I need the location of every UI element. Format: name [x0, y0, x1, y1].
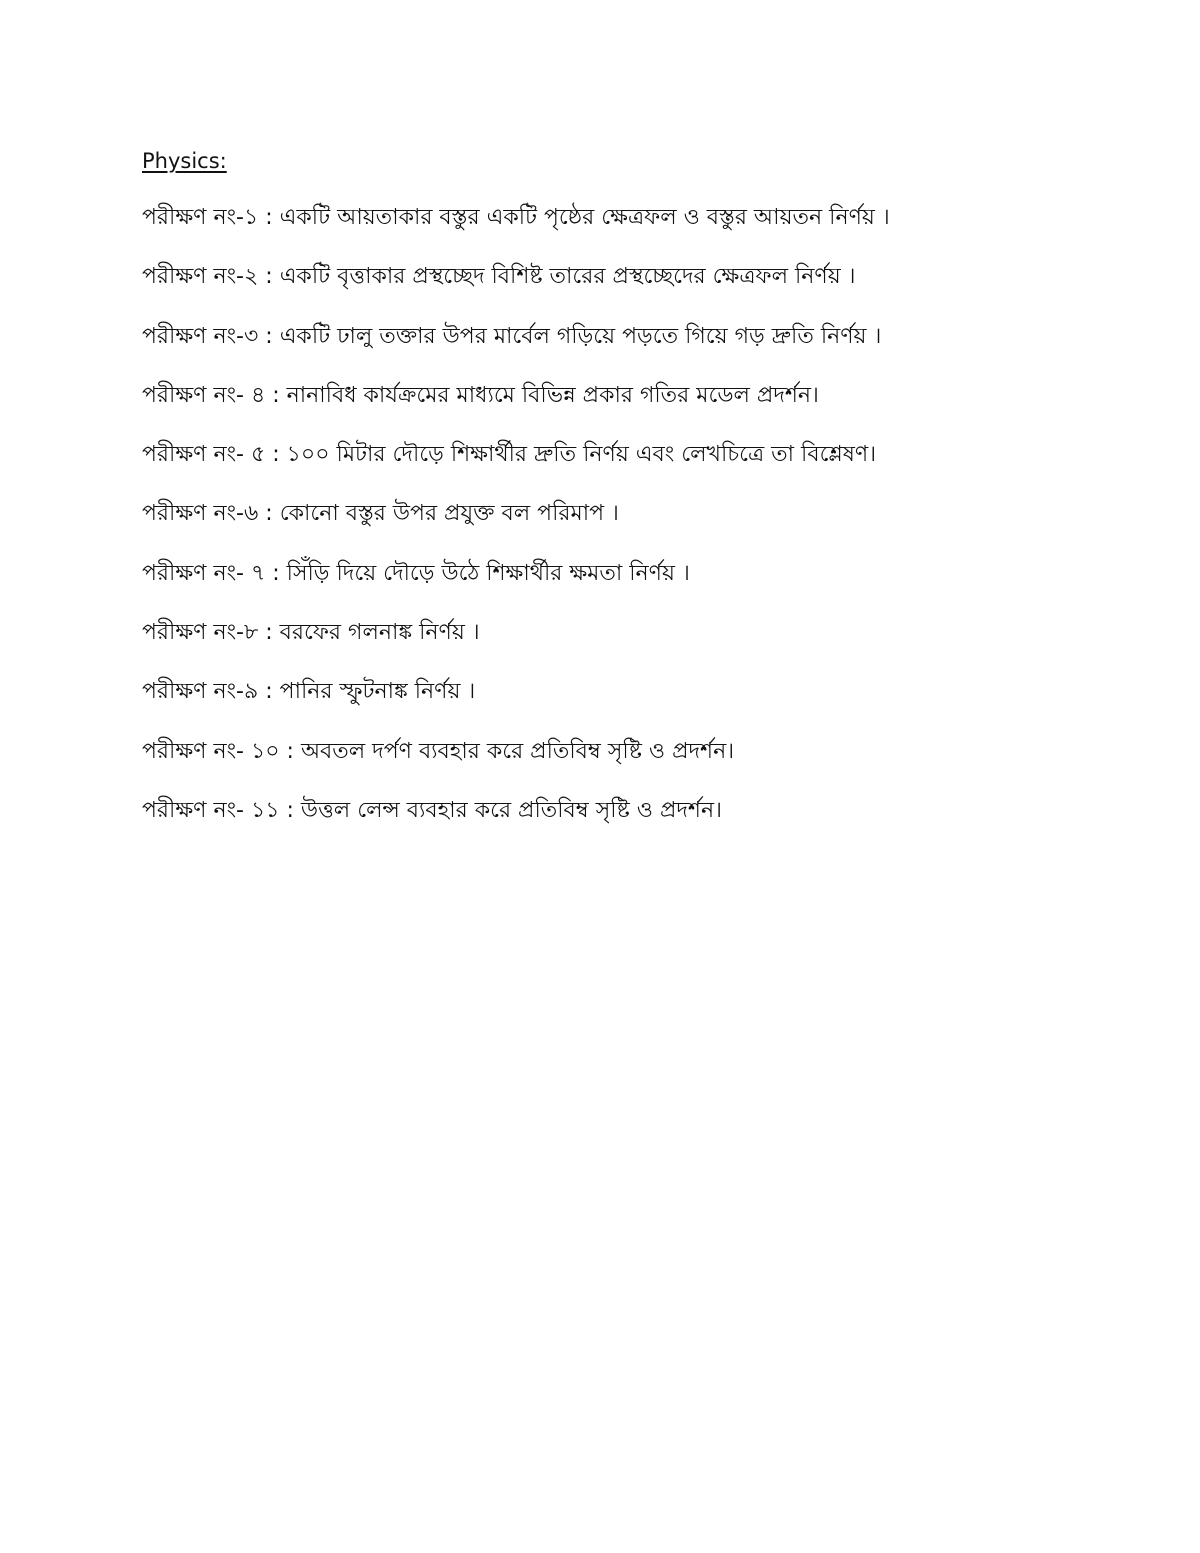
experiment-item: পরীক্ষণ নং- ৪ : নানাবিধ কার্যক্রমের মাধ্যমে বিভিন্ন প্রকার গতির মডেল প্রদর্শন। [142, 382, 819, 408]
experiment-list [142, 200, 1142, 852]
section-heading: Physics: [142, 149, 227, 173]
experiment-item: পরীক্ষণ নং-৬ : কোনো বস্তুর উপর প্রযুক্ত বল পরিমাপ । [142, 501, 619, 527]
experiment-item: পরীক্ষণ নং- ৫ : ১০০ মিটার দৌড়ে শিক্ষার্থীর দ্রুতি নির্ণয় এবং লেখচিত্রে তা বিশ্লেষণ। [142, 442, 877, 468]
experiment-item: পরীক্ষণ নং- ৭ : সিঁড়ি দিয়ে দৌড়ে উঠে শিক্ষার্থীর ক্ষমতা নির্ণয় । [142, 560, 690, 586]
experiment-item: পরীক্ষণ নং- ১১ : উত্তল লেন্স ব্যবহার করে প্রতিবিম্ব সৃষ্টি ও প্রদর্শন। [142, 797, 722, 823]
experiment-item: পরীক্ষণ নং-৩ : একটি ঢালু তক্তার উপর মার্বেল গড়িয়ে পড়তে গিয়ে গড় দ্রুতি নির্ণয় । [142, 323, 882, 349]
experiment-item: পরীক্ষণ নং-৯ : পানির স্ফুটনাঙ্ক নির্ণয় । [142, 679, 476, 705]
experiment-item: পরীক্ষণ নং- ১০ : অবতল দর্পণ ব্যবহার করে প্রতিবিম্ব সৃষ্টি ও প্রদর্শন। [142, 738, 735, 764]
experiment-item: পরীক্ষণ নং-২ : একটি বৃত্তাকার প্রস্থচ্ছেদ বিশিষ্ট তারের প্রস্থচ্ছেদের ক্ষেত্রফল নির্ণয় । [142, 264, 856, 290]
experiment-item: পরীক্ষণ নং-৮ : বরফের গলনাঙ্ক নির্ণয় । [142, 620, 480, 646]
experiment-item: পরীক্ষণ নং-১ : একটি আয়তাকার বস্তুর একটি পৃষ্ঠের ক্ষেত্রফল ও বস্তুর আয়তন নির্ণয় । [142, 205, 890, 230]
